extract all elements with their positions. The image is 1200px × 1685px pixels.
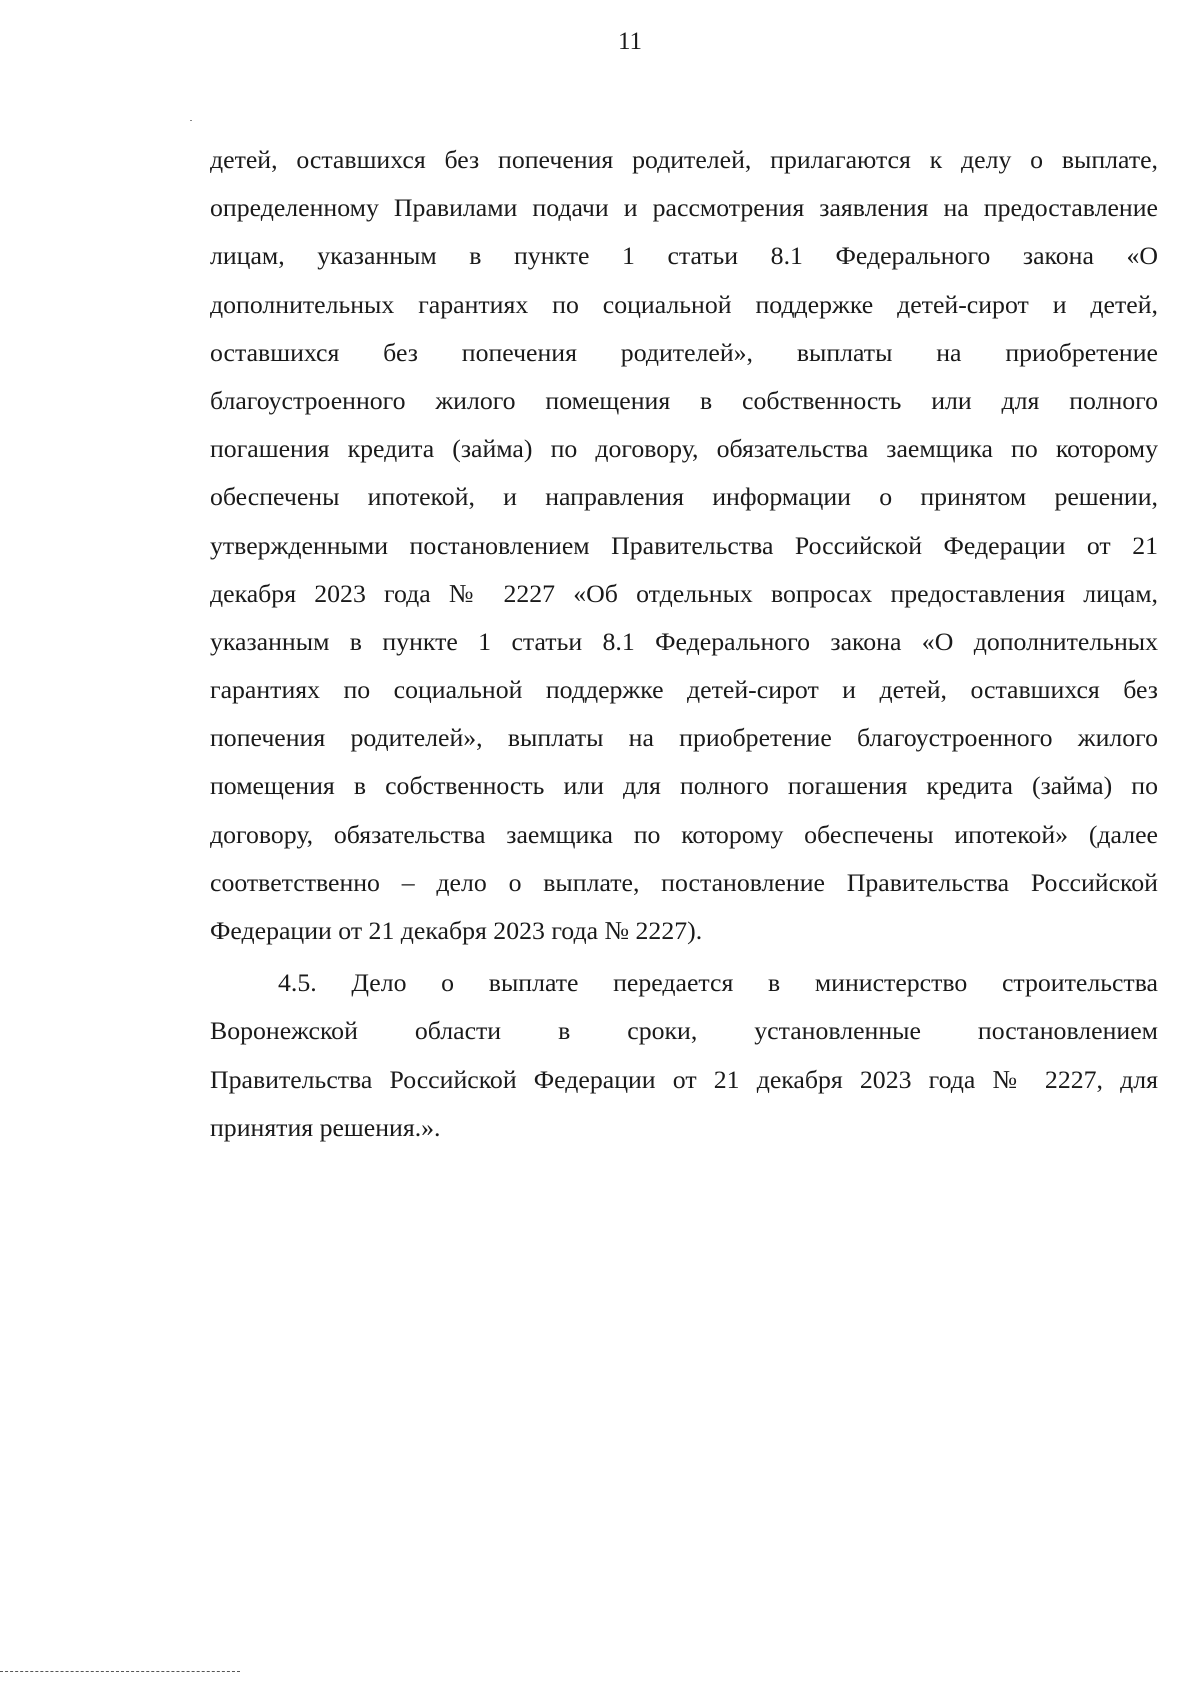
text-line: указанным в пункте 1 статьи 8.1 Федерального закона «О дополнительных bbox=[210, 626, 1158, 656]
text-line: соответственно – дело о выплате, постановление Правительства Российской bbox=[210, 867, 1158, 897]
page-number: 11 bbox=[617, 28, 643, 55]
document-body bbox=[210, 136, 1158, 1152]
text-line: детей, оставшихся без попечения родителей, прилагаются к делу о выплате, bbox=[210, 145, 1158, 174]
text-line: Федерации от 21 декабря 2023 года № 2227). bbox=[210, 916, 703, 945]
text-line: погашения кредита (займа) по договору, обязательства заемщика по которому bbox=[210, 434, 1158, 464]
text-line: гарантиях по социальной поддержке детей-сирот и детей, оставшихся без bbox=[210, 675, 1158, 705]
text-line: лицам, указанным в пункте 1 статьи 8.1 Федерального закона «О bbox=[210, 241, 1158, 271]
footer-rule bbox=[0, 1671, 240, 1672]
text-line: декабря 2023 года № 2227 «Об отдельных вопросах предоставления лицам, bbox=[210, 578, 1158, 608]
text-line: помещения в собственность или для полного погашения кредита (займа) по bbox=[210, 771, 1158, 801]
text-line: определенному Правилами подачи и рассмотрения заявления на предоставление bbox=[210, 193, 1158, 223]
text-line: оставшихся без попечения родителей», выплаты на приобретение bbox=[210, 337, 1158, 367]
text-line: 4.5. Дело о выплате передается в министерство строительства bbox=[278, 968, 1158, 998]
text-line: договору, обязательства заемщика по которому обеспечены ипотекой» (далее bbox=[210, 819, 1158, 849]
text-line: дополнительных гарантиях по социальной поддержке детей-сирот и детей, bbox=[210, 289, 1158, 319]
text-line: утвержденными постановлением Правительства Российской Федерации от 21 bbox=[210, 530, 1158, 560]
text-line: попечения родителей», выплаты на приобретение благоустроенного жилого bbox=[210, 723, 1158, 753]
text-line: благоустроенного жилого помещения в собственность или для полного bbox=[210, 385, 1158, 415]
margin-mark bbox=[190, 120, 192, 121]
text-line: Воронежской области в сроки, установленные постановлением bbox=[210, 1016, 1158, 1046]
text-line: Правительства Российской Федерации от 21 декабря 2023 года № 2227, для bbox=[210, 1064, 1158, 1094]
text-line: принятия решения.». bbox=[210, 1112, 441, 1142]
text-line: обеспечены ипотекой, и направления информации о принятом решении, bbox=[210, 482, 1158, 512]
